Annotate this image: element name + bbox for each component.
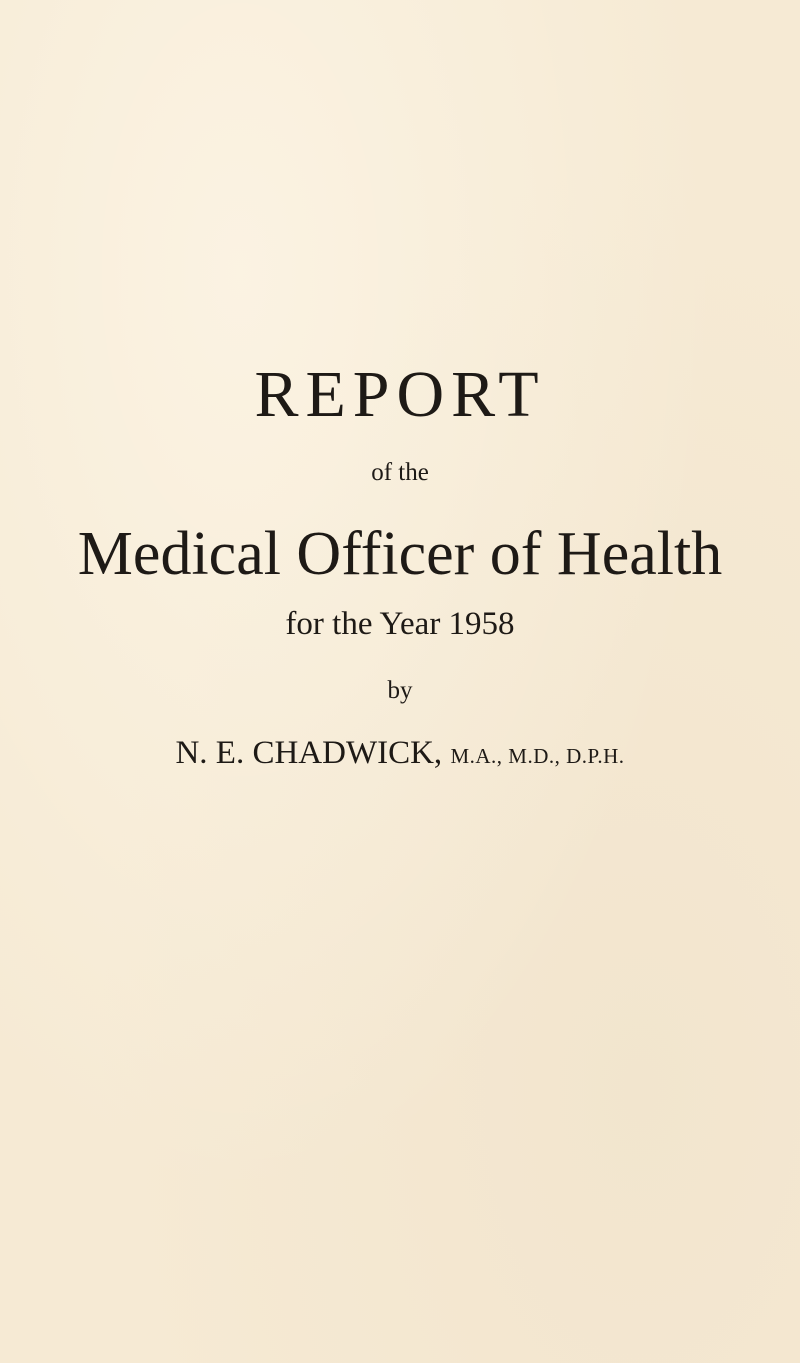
report-heading: REPORT [254, 358, 546, 431]
author-name: N. E. CHADWICK, [175, 735, 443, 771]
author-degrees: M.A., M.D., D.P.H. [450, 744, 625, 768]
by-text: by [387, 677, 413, 704]
of-the-text: of the [371, 459, 429, 486]
year-line: for the Year 1958 [285, 606, 515, 642]
document-title: Medical Officer of Health [77, 520, 723, 588]
author-line [0, 733, 800, 776]
